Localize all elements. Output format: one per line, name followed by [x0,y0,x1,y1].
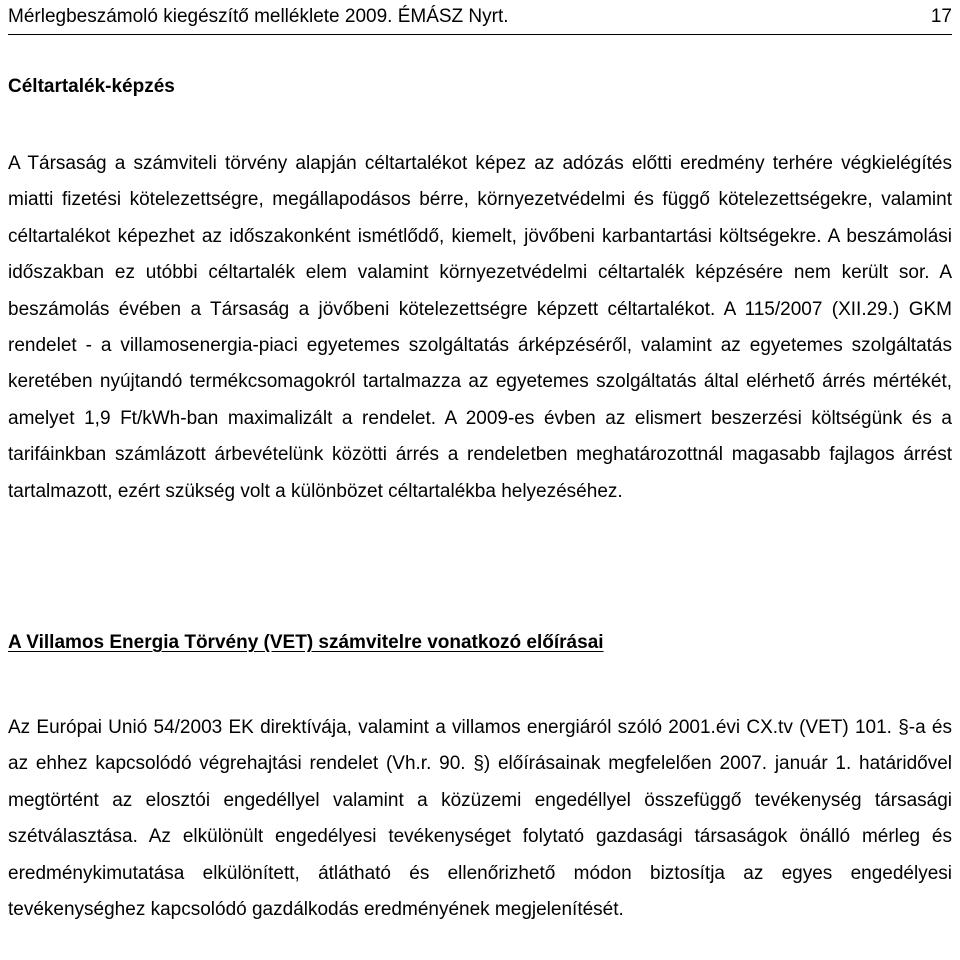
page-number: 17 [930,6,952,27]
section-title-vet: A Villamos Energia Törvény (VET) számvitelre vonatkozó előírásai [8,632,604,653]
section-paragraph-celtartalek: A Társaság a számviteli törvény alapján céltartalékot képez az adózás előtti eredmény terhére végkielégítés miatti fizetési kötelezettségre, megállapodásos bérre, környezetvédelmi és függő kötelezettségekre, valamint céltartalékot képezhet az időszakonként ismétlődő, kiemelt, jövőbeni karbantartási költségekre. A beszámolási időszakban ez utóbbi céltartalék elem valamint környezetvédelmi céltartalék képzésére nem került sor. A beszámolás évében a Társaság a jövőbeni kötelezettségre képzett céltartalékot. A 115/2007 (XII.29.) GKM rendelet - a villamosenergia-piaci egyetemes szolgáltatás árképzéséről, valamint az egyetemes szolgáltatás keretében nyújtandó termékcsomagokról tartalmazza az egyetemes szolgáltatás által elérhető árrés mértékét, amelyet 1,9 Ft/kWh-ban maximalizált a rendelet. A 2009-es évben az elismert beszerzési költségünk és a tarifáinkban számlázott árbevételünk közötti árrés a rendeletben meghatározottnál magasabb fajlagos árrést tartalmazott, ezért szükség volt a különbözet céltartalékba helyezéséhez. [8,153,952,502]
section-paragraph-vet: Az Európai Unió 54/2003 EK direktívája, valamint a villamos energiáról szóló 2001.évi CX.tv (VET) 101. §-a és az ehhez kapcsolódó végrehajtási rendelet (Vh.r. 90. §) előírásainak megfelelően 2007. január 1. határidővel megtörtént az elosztói engedéllyel valamint a közüzemi engedéllyel összefüggő tevékenység társasági szétválasztása. Az elkülönült engedélyesi tevékenységet folytató gazdasági társaságok önálló mérleg és eredménykimutatása elkülönített, átlátható és ellenőrizhető módon biztosítja az egyes engedélyesi tevékenységhez kapcsolódó gazdálkodás eredményének megjelenítését. [8,717,952,921]
section-title-celtartalek: Céltartalék-képzés [8,76,175,97]
document-header-title: Mérlegbeszámoló kiegészítő melléklete 2009. ÉMÁSZ Nyrt. [8,6,509,27]
page-header [8,4,952,35]
